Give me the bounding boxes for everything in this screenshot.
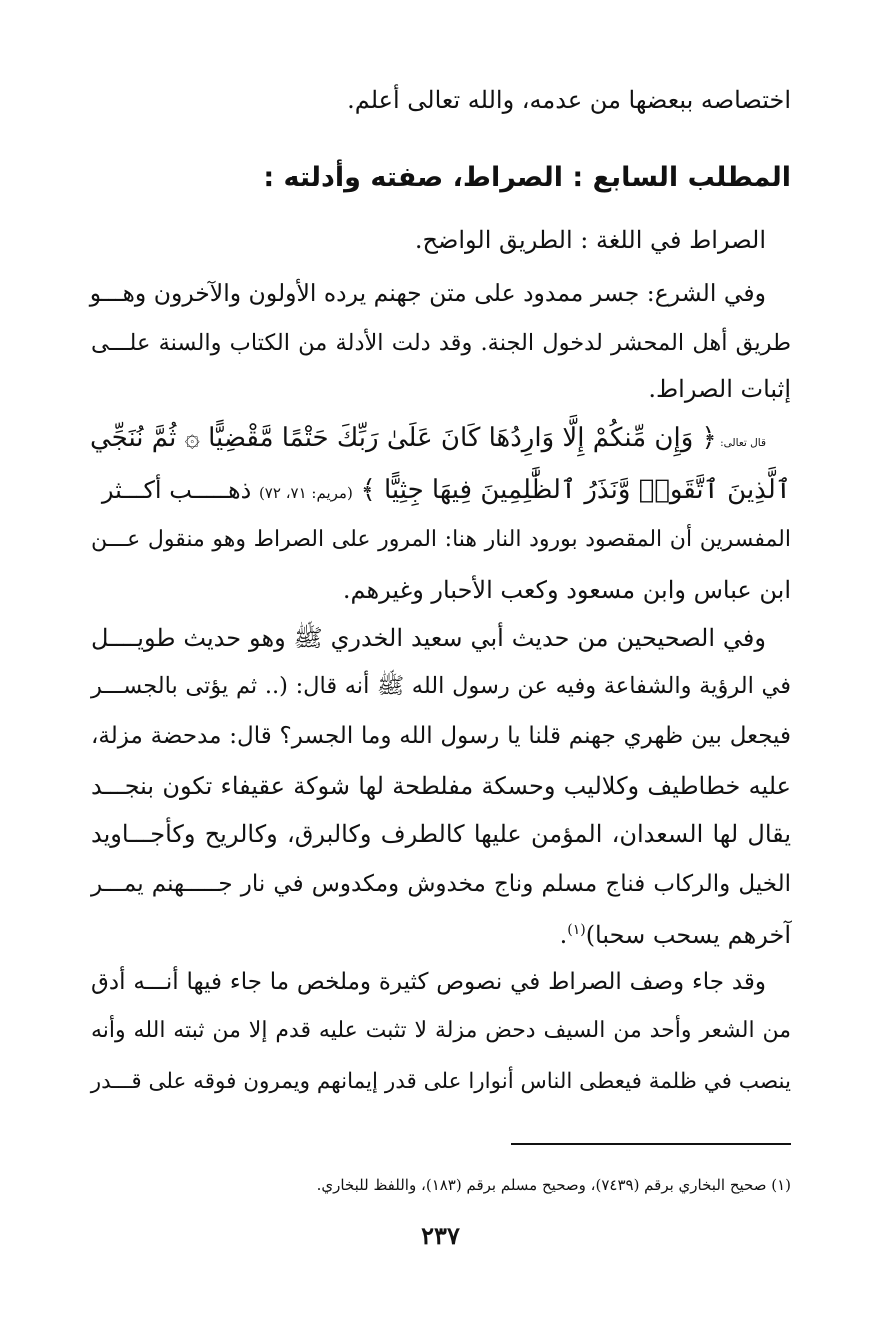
text-line: يقال لها السعدان، المؤمن عليها كالطرف وكالبرق، وكالريح وكأجـــاويد bbox=[91, 820, 791, 848]
text-line: إثبات الصراط. bbox=[648, 375, 791, 403]
text-fragment: آخرهم يسحب سحبا) bbox=[585, 921, 791, 949]
footnote: (١) صحيح البخاري برقم (٧٤٣٩)، وصحيح مسلم برقم (١٨٣)، واللفظ للبخاري. bbox=[316, 1176, 791, 1194]
quran-verse: ﴿ وَإِن مِّنكُمْ إِلَّا وَارِدُهَا كَانَ عَلَىٰ رَبِّكَ حَتْمًا مَّقْضِيًّا ۞ ثُمَّ نُنَجِّي bbox=[90, 423, 717, 453]
section-heading: المطلب السابع : الصراط، صفته وأدلته : bbox=[263, 162, 791, 193]
verse-intro: قال تعالى: bbox=[720, 437, 766, 449]
verse-line bbox=[91, 472, 791, 511]
text-line: وفي الصحيحين من حديث أبي سعيد الخدري ﷺ وهو حديث طويــــل bbox=[91, 624, 766, 652]
verse-line bbox=[91, 420, 766, 461]
text-fragment: . bbox=[559, 921, 568, 949]
text-line: ابن عباس وابن مسعود وكعب الأحبار وغيرهم. bbox=[342, 576, 791, 604]
text-line: المفسرين أن المقصود بورود النار هنا: المرور على الصراط وهو منقول عـــن bbox=[91, 527, 791, 552]
verse-reference: (مريم: ٧١، ٧٢) bbox=[258, 484, 353, 502]
text-line: ينصب في ظلمة فيعطى الناس أنوارا على قدر إيمانهم ويمرون فوقه على قـــدر bbox=[90, 1069, 791, 1094]
quran-verse: ٱلَّذِينَ ٱتَّقَوا۟ وَّنَذَرُ ٱلظَّٰلِمِينَ فِيهَا جِثِيًّا ﴾ bbox=[360, 475, 791, 505]
footnote-marker: (١) bbox=[567, 922, 586, 938]
text-fragment: ذهـــــب أكـــثر bbox=[101, 476, 252, 504]
text-line: عليه خطاطيف وكلاليب وحسكة مفلطحة لها شوكة عقيفاء تكون بنجـــد bbox=[91, 772, 792, 800]
footnote-separator bbox=[511, 1143, 791, 1145]
text-line: طريق أهل المحشر لدخول الجنة. وقد دلت الأدلة من الكتاب والسنة علـــى bbox=[91, 330, 791, 356]
text-line bbox=[91, 912, 791, 953]
text-line: من الشعر وأحد من السيف دحض مزلة لا تثبت عليه قدم إلا من ثبته الله وأنه bbox=[91, 1018, 791, 1043]
text-line: في الرؤية والشفاعة وفيه عن رسول الله ﷺ أنه قال: (.. ثم يؤتى بالجســـر bbox=[91, 673, 791, 699]
page-number: ٢٣٧ bbox=[421, 1221, 460, 1250]
text-line: وقد جاء وصف الصراط في نصوص كثيرة وملخص ما جاء فيها أنـــه أدق bbox=[91, 969, 766, 995]
text-line: وفي الشرع: جسر ممدود على متن جهنم يرده الأولون والآخرون وهـــو bbox=[89, 279, 766, 307]
text-line: الصراط في اللغة : الطريق الواضح. bbox=[414, 226, 766, 254]
text-line: الخيل والركاب فناج مسلم وناج مخدوش ومكدوس في نار جـــــهنم يمـــر bbox=[91, 871, 791, 897]
text-line: فيجعل بين ظهري جهنم قلنا يا رسول الله وما الجسر؟ قال: مدحضة مزلة، bbox=[91, 723, 791, 749]
text-line: اختصاصه ببعضها من عدمه، والله تعالى أعلم. bbox=[347, 86, 791, 114]
